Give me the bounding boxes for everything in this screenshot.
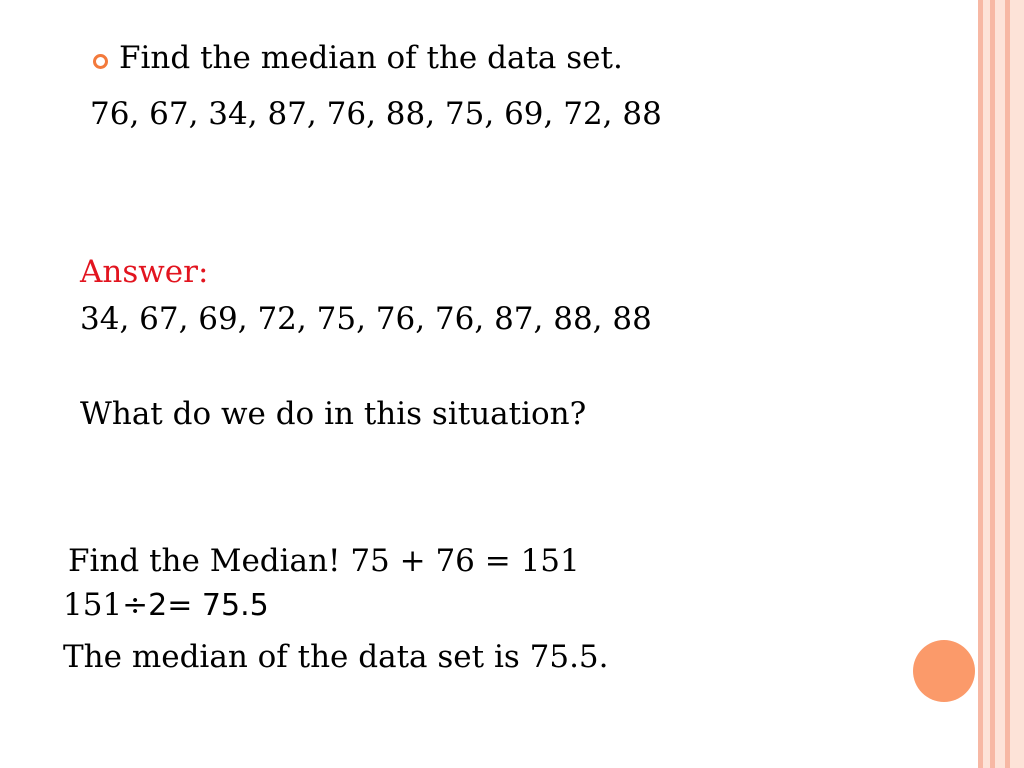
- decorative-stripe: [995, 0, 1005, 768]
- sorted-values: 34, 67, 69, 72, 75, 76, 76, 87, 88, 88: [80, 301, 652, 337]
- situation-question: What do we do in this situation?: [80, 396, 587, 432]
- question-text: Find the median of the data set.: [119, 40, 623, 76]
- answer-label: Answer:: [80, 254, 209, 290]
- find-median-text: Find the Median! 75 + 76 = 151: [68, 543, 580, 579]
- decorative-stripe: [983, 0, 990, 768]
- data-values: 76, 67, 34, 87, 76, 88, 75, 69, 72, 88: [90, 96, 662, 132]
- decorative-stripe: [1010, 0, 1024, 768]
- division-left: 151÷: [63, 587, 149, 623]
- division-right: 2= 75.5: [148, 588, 269, 623]
- conclusion-text: The median of the data set is 75.5.: [63, 639, 609, 675]
- bullet-icon: [93, 54, 108, 69]
- decorative-circle: [913, 640, 975, 702]
- division-line: [63, 587, 269, 624]
